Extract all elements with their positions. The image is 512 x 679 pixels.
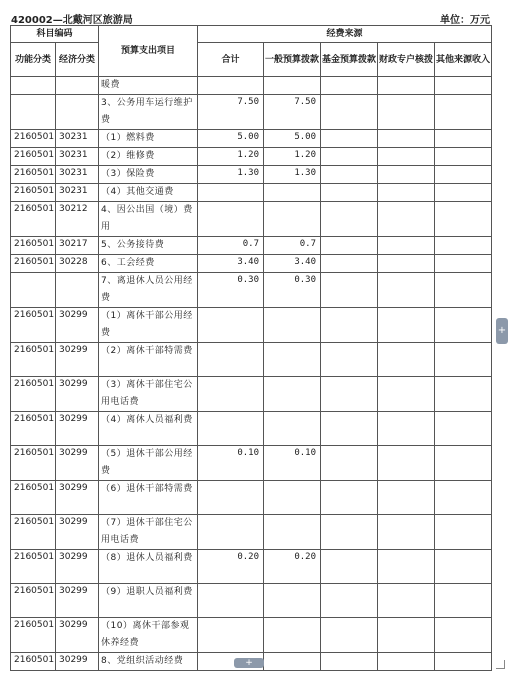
item-name-cell[interactable]: 6、工会经费 [99,255,198,273]
special-account-cell[interactable] [378,412,435,446]
item-name-cell[interactable]: （4）其他交通费 [99,184,198,202]
econ-code-cell[interactable]: 30231 [56,166,99,184]
general-budget-cell[interactable]: 5.00 [264,130,321,148]
subject-code-header: 科目编码 [11,26,99,43]
other-source-cell[interactable] [435,343,492,377]
other-source-cell[interactable] [435,446,492,481]
table-row [11,412,492,446]
general-budget-cell[interactable] [264,412,321,446]
econ-code-cell[interactable]: 30231 [56,148,99,166]
general-budget-cell[interactable]: 0.20 [264,550,321,584]
fund-budget-cell[interactable] [321,130,378,148]
total-cell[interactable]: 0.30 [198,273,264,308]
general-budget-cell[interactable]: 1.30 [264,166,321,184]
total-cell[interactable] [198,308,264,343]
fund-budget-cell[interactable] [321,550,378,584]
func-code-cell[interactable]: 2160501 [11,255,56,273]
table-row [11,618,492,653]
general-budget-cell[interactable] [264,515,321,550]
fund-budget-cell[interactable] [321,377,378,412]
total-cell[interactable] [198,202,264,237]
total-cell[interactable] [198,412,264,446]
fund-budget-cell[interactable] [321,237,378,255]
func-code-cell[interactable]: 2160501 [11,166,56,184]
econ-code-cell[interactable]: 30231 [56,184,99,202]
total-cell[interactable]: 5.00 [198,130,264,148]
org-title: 420002—北戴河区旅游局 [11,15,133,26]
econ-code-cell[interactable] [56,77,99,95]
table-body [11,77,492,671]
total-cell[interactable] [198,77,264,95]
total-cell[interactable]: 0.7 [198,237,264,255]
econ-code-cell[interactable]: 30299 [56,515,99,550]
general-budget-cell[interactable] [264,202,321,237]
general-budget-cell[interactable] [264,77,321,95]
general-budget-cell[interactable] [264,343,321,377]
special-account-cell[interactable] [378,202,435,237]
econ-code-cell[interactable]: 30228 [56,255,99,273]
special-account-cell[interactable] [378,343,435,377]
fund-budget-cell[interactable] [321,166,378,184]
fund-budget-cell[interactable] [321,273,378,308]
func-code-cell[interactable]: 2160501 [11,584,56,618]
other-source-cell[interactable] [435,166,492,184]
func-code-cell[interactable]: 2160501 [11,377,56,412]
fund-budget-cell[interactable] [321,412,378,446]
general-budget-cell[interactable]: 1.20 [264,148,321,166]
total-header: 合计 [198,43,264,77]
func-code-cell[interactable] [11,273,56,308]
fund-budget-cell[interactable] [321,77,378,95]
total-cell[interactable] [198,515,264,550]
econ-code-cell[interactable]: 30299 [56,481,99,515]
table-row [11,446,492,481]
general-budget-cell[interactable] [264,377,321,412]
econ-code-cell[interactable]: 30299 [56,550,99,584]
func-code-cell[interactable]: 2160501 [11,412,56,446]
resize-handle[interactable] [496,660,505,669]
general-budget-cell[interactable]: 0.7 [264,237,321,255]
fund-budget-cell[interactable] [321,148,378,166]
table-row [11,237,492,255]
item-name-cell[interactable]: （9）退职人员福利费 [99,584,198,618]
item-name-cell[interactable]: （10）离休干部参观休养经费 [99,618,198,653]
special-header: 财政专户核拨 [378,43,435,77]
general-budget-cell[interactable] [264,653,321,671]
func-code-cell[interactable]: 2160501 [11,653,56,671]
fund-budget-cell[interactable] [321,618,378,653]
func-code-cell[interactable]: 2160501 [11,237,56,255]
general-budget-cell[interactable] [264,481,321,515]
econ-code-cell[interactable]: 30299 [56,618,99,653]
table-row [11,550,492,584]
general-budget-cell[interactable]: 7.50 [264,95,321,130]
total-cell[interactable] [198,184,264,202]
fund-budget-cell[interactable] [321,584,378,618]
special-account-cell[interactable] [378,618,435,653]
total-cell[interactable]: 7.50 [198,95,264,130]
special-account-cell[interactable] [378,481,435,515]
item-name-cell[interactable]: 7、离退休人员公用经费 [99,273,198,308]
func-code-cell[interactable]: 2160501 [11,550,56,584]
special-account-cell[interactable] [378,550,435,584]
item-name-cell[interactable]: （3）保险费 [99,166,198,184]
other-source-cell[interactable] [435,77,492,95]
special-account-cell[interactable] [378,377,435,412]
fund-budget-cell[interactable] [321,308,378,343]
item-name-cell[interactable]: （2）离休干部特需费 [99,343,198,377]
other-source-cell[interactable] [435,130,492,148]
table-row [11,202,492,237]
other-source-cell[interactable] [435,481,492,515]
other-source-cell[interactable] [435,584,492,618]
table-row [11,308,492,343]
special-account-cell[interactable] [378,184,435,202]
table-row [11,95,492,130]
econ-code-cell[interactable] [56,273,99,308]
expand-bottom-button[interactable]: + [234,658,264,668]
general-budget-cell[interactable] [264,584,321,618]
special-account-cell[interactable] [378,130,435,148]
unit-label: 单位：万元 [440,15,490,26]
item-name-cell[interactable]: 4、因公出国（境）费用 [99,202,198,237]
general-budget-cell[interactable] [264,184,321,202]
func-code-cell[interactable]: 2160501 [11,308,56,343]
func-code-cell[interactable]: 2160501 [11,202,56,237]
item-name-cell[interactable]: （1）燃料费 [99,130,198,148]
general-budget-cell[interactable]: 0.10 [264,446,321,481]
func-code-cell[interactable]: 2160501 [11,446,56,481]
econ-code-cell[interactable]: 30299 [56,584,99,618]
special-account-cell[interactable] [378,515,435,550]
other-source-cell[interactable] [435,184,492,202]
special-account-cell[interactable] [378,77,435,95]
item-name-cell[interactable]: 5、公务接待费 [99,237,198,255]
other-source-cell[interactable] [435,237,492,255]
item-name-cell[interactable]: （3）离休干部住宅公用电话费 [99,377,198,412]
econ-code-cell[interactable]: 30217 [56,237,99,255]
func-code-cell[interactable] [11,77,56,95]
econ-code-cell[interactable]: 30299 [56,343,99,377]
table-row [11,343,492,377]
item-name-cell[interactable]: （8）退休人员福利费 [99,550,198,584]
total-cell[interactable]: 1.20 [198,148,264,166]
func-code-cell[interactable] [11,95,56,130]
special-account-cell[interactable] [378,584,435,618]
funding-header: 经费来源 [198,26,492,43]
special-account-cell[interactable] [378,148,435,166]
item-name-cell[interactable]: 8、党组织活动经费 [99,653,198,671]
other-source-cell[interactable] [435,148,492,166]
item-name-cell[interactable]: （1）离休干部公用经费 [99,308,198,343]
table-row [11,255,492,273]
econ-code-cell[interactable]: 30299 [56,653,99,671]
general-budget-cell[interactable]: 0.30 [264,273,321,308]
general-budget-cell[interactable] [264,618,321,653]
item-name-cell[interactable]: 暖费 [99,77,198,95]
other-source-cell[interactable] [435,550,492,584]
item-header: 预算支出项目 [99,26,198,77]
table-row [11,515,492,550]
fund-budget-cell[interactable] [321,95,378,130]
econ-code-cell[interactable] [56,95,99,130]
item-name-cell[interactable]: （5）退休干部公用经费 [99,446,198,481]
item-name-cell[interactable]: （2）维修费 [99,148,198,166]
other-source-cell[interactable] [435,202,492,237]
special-account-cell[interactable] [378,166,435,184]
total-cell[interactable] [198,377,264,412]
item-name-cell[interactable]: （4）离休人员福利费 [99,412,198,446]
func-code-cell[interactable]: 2160501 [11,515,56,550]
other-header: 其他来源收入 [435,43,492,77]
table-row [11,77,492,95]
table-row [11,584,492,618]
econ-code-cell[interactable]: 30299 [56,446,99,481]
fund-budget-cell[interactable] [321,184,378,202]
special-account-cell[interactable] [378,653,435,671]
special-account-cell[interactable] [378,237,435,255]
special-account-cell[interactable] [378,446,435,481]
special-account-cell[interactable] [378,308,435,343]
econ-code-cell[interactable]: 30299 [56,412,99,446]
func-code-cell[interactable]: 2160501 [11,343,56,377]
general-header: 一般预算拨款 [264,43,321,77]
table-row [11,166,492,184]
general-budget-cell[interactable] [264,308,321,343]
fund-budget-cell[interactable] [321,481,378,515]
econ-code-cell[interactable]: 30212 [56,202,99,237]
item-name-cell[interactable]: （7）退休干部住宅公用电话费 [99,515,198,550]
general-budget-cell[interactable]: 3.40 [264,255,321,273]
total-cell[interactable]: 3.40 [198,255,264,273]
special-account-cell[interactable] [378,95,435,130]
func-code-cell[interactable]: 2160501 [11,481,56,515]
special-account-cell[interactable] [378,255,435,273]
total-cell[interactable] [198,584,264,618]
other-source-cell[interactable] [435,412,492,446]
table-row [11,481,492,515]
table-row [11,377,492,412]
func-header: 功能分类 [11,43,56,77]
func-code-cell[interactable]: 2160501 [11,130,56,148]
econ-header: 经济分类 [56,43,99,77]
table-row [11,273,492,308]
other-source-cell[interactable] [435,308,492,343]
total-cell[interactable] [198,618,264,653]
econ-code-cell[interactable]: 30231 [56,130,99,148]
expand-right-button[interactable]: + [496,318,508,344]
other-source-cell[interactable] [435,618,492,653]
total-cell[interactable]: 1.30 [198,166,264,184]
total-cell[interactable] [198,481,264,515]
fund-budget-cell[interactable] [321,255,378,273]
special-account-cell[interactable] [378,273,435,308]
table-row [11,148,492,166]
fund-budget-cell[interactable] [321,446,378,481]
table-row [11,130,492,148]
other-source-cell[interactable] [435,273,492,308]
fund-header: 基金预算拨款 [321,43,378,77]
fund-budget-cell[interactable] [321,515,378,550]
fund-budget-cell[interactable] [321,343,378,377]
item-name-cell[interactable]: 3、公务用车运行维护费 [99,95,198,130]
other-source-cell[interactable] [435,653,492,671]
func-code-cell[interactable]: 2160501 [11,618,56,653]
table-row [11,184,492,202]
fund-budget-cell[interactable] [321,202,378,237]
econ-code-cell[interactable]: 30299 [56,377,99,412]
item-name-cell[interactable]: （6）退休干部特需费 [99,481,198,515]
fund-budget-cell[interactable] [321,653,378,671]
econ-code-cell[interactable]: 30299 [56,308,99,343]
func-code-cell[interactable]: 2160501 [11,184,56,202]
total-cell[interactable]: 0.10 [198,446,264,481]
func-code-cell[interactable]: 2160501 [11,148,56,166]
other-source-cell[interactable] [435,95,492,130]
total-cell[interactable] [198,343,264,377]
other-source-cell[interactable] [435,515,492,550]
other-source-cell[interactable] [435,377,492,412]
budget-table [10,25,492,671]
other-source-cell[interactable] [435,255,492,273]
total-cell[interactable]: 0.20 [198,550,264,584]
